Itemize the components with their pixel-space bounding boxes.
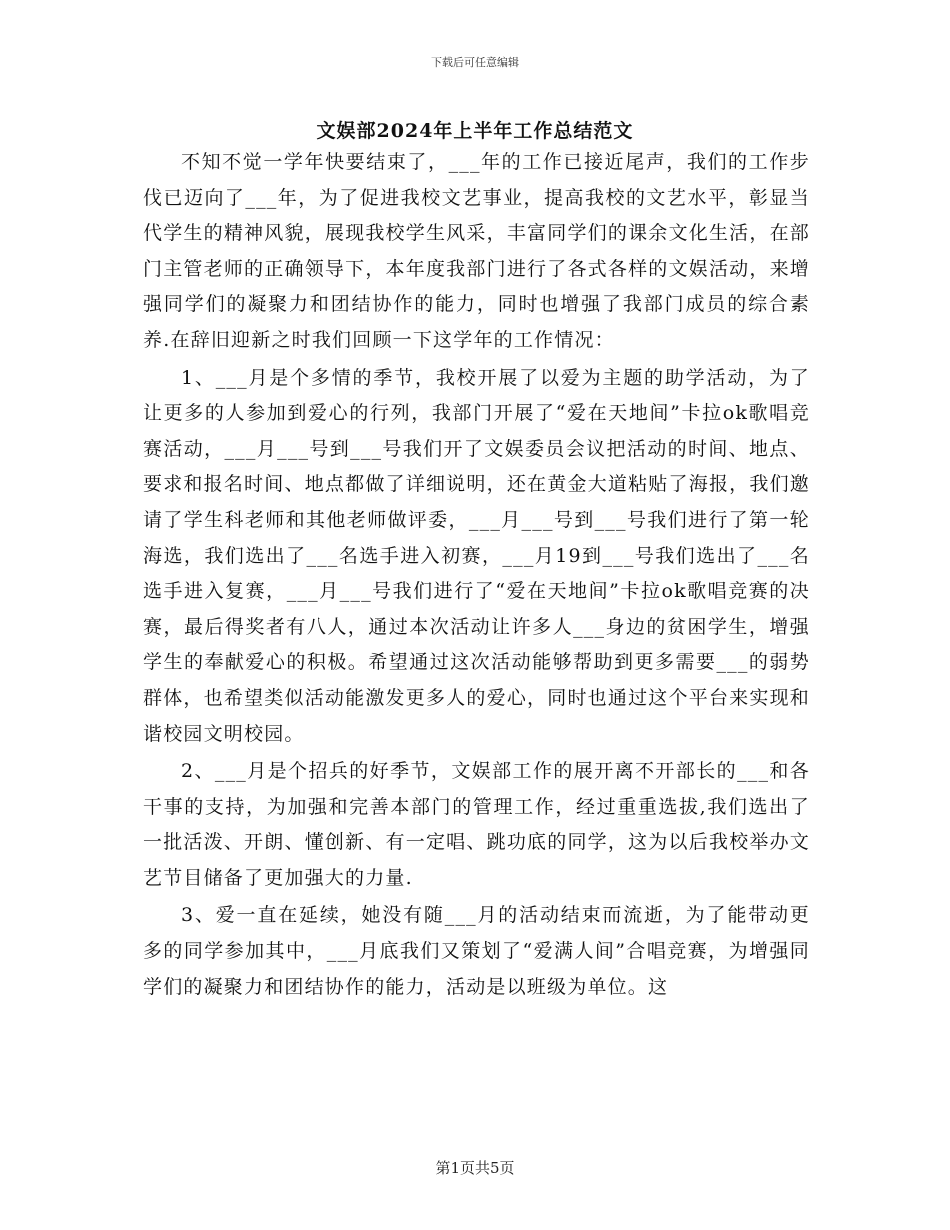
document-body <box>143 145 810 1005</box>
paragraph-item-3: 3、爱一直在延续，她没有随___月的活动结束而流逝，为了能带动更多的同学参加其中，___月底我们又策划了“爱满人间”合唱竞赛，为增强同学们的凝聚力和团结协作的能力，活动是以班级为单位。这 <box>143 904 810 998</box>
paragraph-intro: 不知不觉一学年快要结束了，___年的工作已接近尾声，我们的工作步伐已迈向了___年，为了促进我校文艺事业，提高我校的文艺水平，彰显当代学生的精神风貌，展现我校学生风采，丰富同学们的课余文化生活，在部门主管老师的正确领导下，本年度我部门进行了各式各样的文娱活动，来增强同学们的凝聚力和团结协作的能力，同时也增强了我部门成员的综合素养.在辞旧迎新之时我们回顾一下这学年的工作情况： <box>143 151 810 351</box>
header-note: 下载后可任意编辑 <box>431 56 519 69</box>
document-title: 文娱部2024年上半年工作总结范文 <box>316 120 634 142</box>
paragraph-item-1: 1、___月是个多情的季节，我校开展了以爱为主题的助学活动，为了让更多的人参加到爱心的行列，我部门开展了“爱在天地间”卡拉ok歌唱竞赛活动，___月___号到___号我们开了文娱委员会议把活动的时间、地点、要求和报名时间、地点都做了详细说明，还在黄金大道粘贴了海报，我们邀请了学生科老师和其他老师做评委，___月___号到___号我们进行了第一轮海选，我们选出了___名选手进入初赛，___月19到___号我们选出了___名选手进入复赛，___月___号我们进行了“爱在天地间”卡拉ok歌唱竞赛的决赛，最后得奖者有八人，通过本次活动让许多人___身边的贫困学生，增强学生的奉献爱心的积极。希望通过这次活动能够帮助到更多需要___的弱势群体，也希望类似活动能激发更多人的爱心，同时也通过这个平台来实现和谐校园文明校园。 <box>143 366 810 745</box>
paragraph-item-2: 2、___月是个招兵的好季节，文娱部工作的展开离不开部长的___和各干事的支持，为加强和完善本部门的管理工作，经过重重选拔,我们选出了一批活泼、开朗、懂创新、有一定唱、跳功底的同学，这为以后我校举办文艺节目储备了更加强大的力量. <box>143 760 810 889</box>
page-number: 第1页共5页 <box>435 1159 515 1177</box>
